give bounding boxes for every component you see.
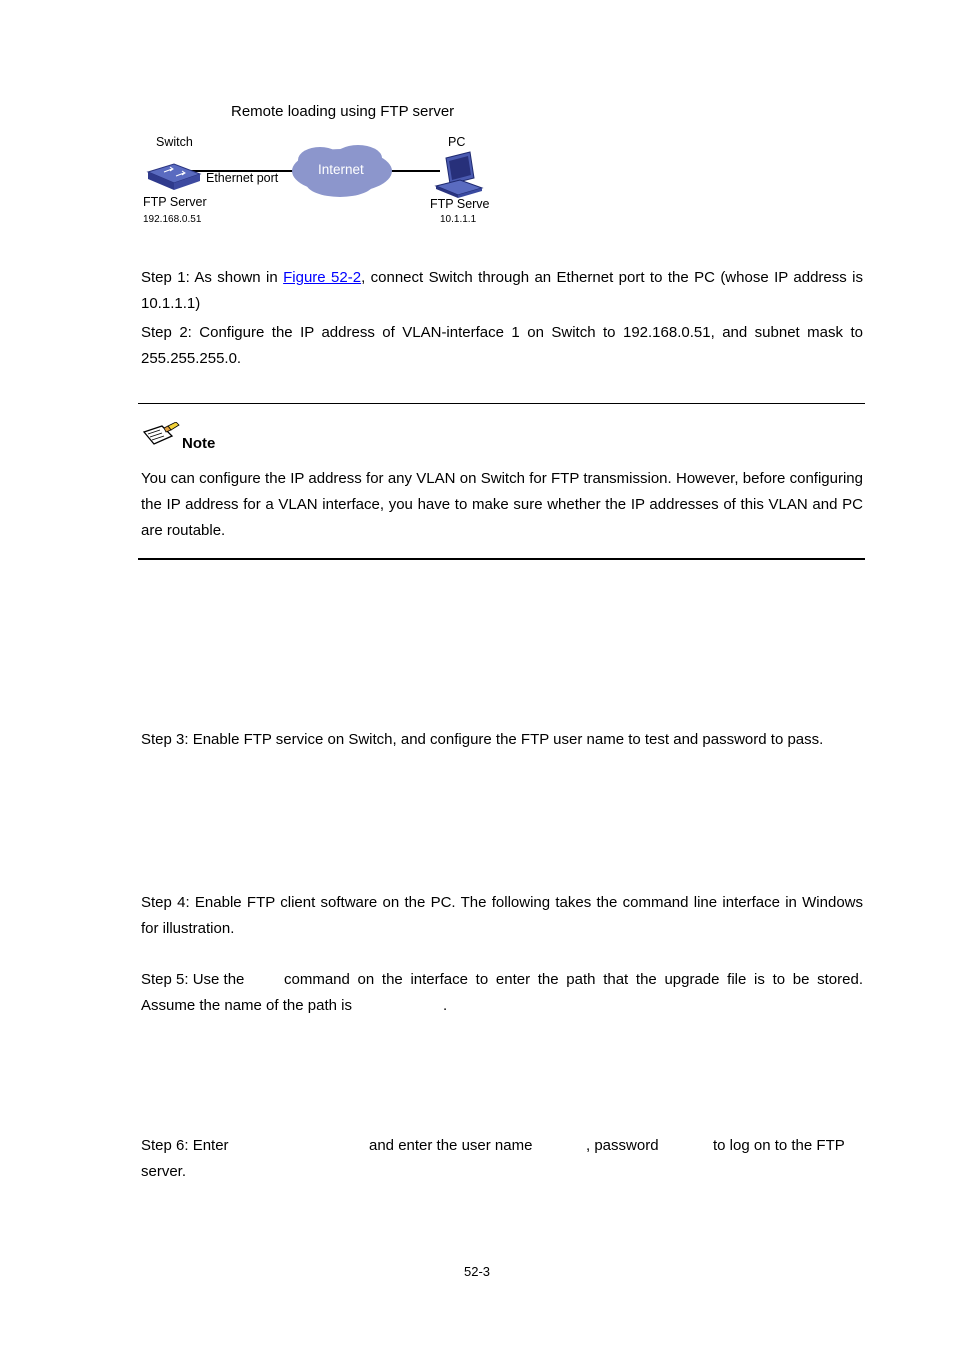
- step-6-d-line2: server.: [141, 1163, 187, 1180]
- note-pencil-icon: [142, 422, 180, 448]
- step-5-a: Step 5: Use the: [141, 971, 245, 988]
- note-bottom-rule: [138, 558, 865, 560]
- step-6-d-line1: to log on to the FTP: [713, 1137, 845, 1154]
- switch-label: Switch: [156, 135, 193, 149]
- step-5-b: [284, 967, 863, 993]
- note-top-rule: [138, 403, 865, 404]
- step-1-text-a: Step 1: As shown in: [141, 269, 284, 286]
- step-6-c: , password: [586, 1137, 659, 1154]
- step-2: Step 2: Configure the IP address of VLAN-interface 1 on Switch to 192.168.0.51, and subnet mask to 255.255.255.0.: [141, 324, 863, 367]
- step-1-text-b: , connect Switch through an Ethernet port to the PC (whose IP address is 10.1.1.1): [141, 269, 863, 312]
- cloud-label: Internet: [318, 162, 364, 177]
- pc-ip-label: 10.1.1.1: [440, 214, 477, 225]
- figure-title: Remote loading using FTP server: [231, 103, 455, 120]
- switch-ip-label: 192.168.0.51: [143, 214, 202, 225]
- step-1: [141, 265, 863, 317]
- switch-icon: [148, 164, 200, 190]
- step-5-line1: command on the interface to enter the path that the upgrade file is to be stored.: [284, 971, 863, 988]
- note-title: Note: [182, 435, 216, 452]
- note-text: You can configure the IP address for any VLAN on Switch for FTP transmission. However, before configuring the IP address for a VLAN interface, you have to make sure whether the IP addresses of this VLAN and PC are routable.: [141, 470, 863, 539]
- step-4: Step 4: Enable FTP client software on the PC. The following takes the command line interface in Windows for illustration.: [141, 894, 863, 937]
- pc-icon: [436, 152, 482, 198]
- step-3: Step 3: Enable FTP service on Switch, and configure the FTP user name to test and password to pass.: [141, 731, 824, 748]
- pc-label: PC: [448, 135, 466, 149]
- page-number: 52-3: [463, 1264, 491, 1279]
- switch-role-label: FTP Server: [143, 195, 207, 209]
- step-5-c: .: [443, 997, 448, 1014]
- figure-link[interactable]: Figure 52-2: [283, 269, 362, 286]
- step-5-line2: Assume the name of the path is: [141, 997, 352, 1014]
- step-6-a: Step 6: Enter: [141, 1137, 229, 1154]
- pc-role-label: FTP Serve: [430, 197, 490, 211]
- step-6-b: and enter the user name: [369, 1137, 533, 1154]
- port-label: Ethernet port: [206, 171, 279, 185]
